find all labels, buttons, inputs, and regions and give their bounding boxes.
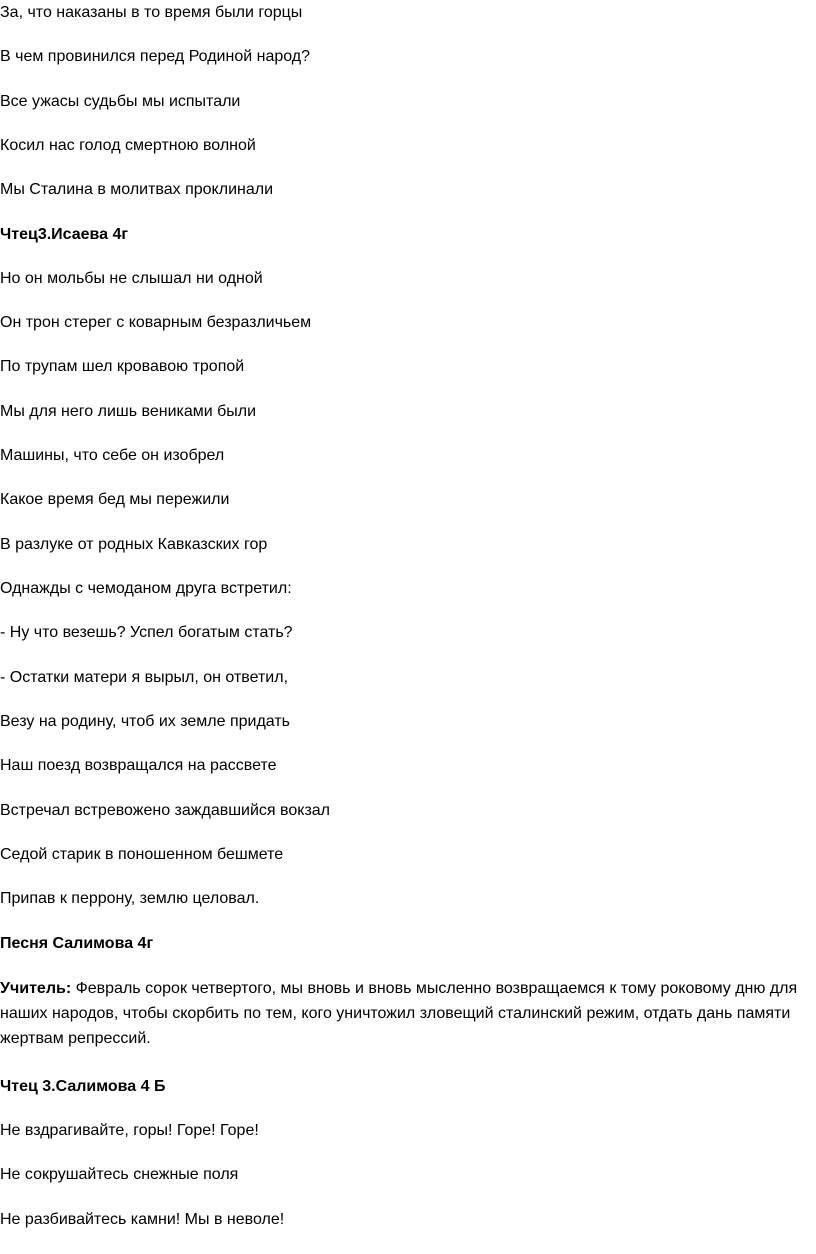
poem-line: Седой старик в поношенном бешмете <box>0 846 284 863</box>
speaker-heading: Чтец3.Исаева 4г <box>0 226 129 243</box>
song-heading: Песня Салимова 4г <box>0 935 154 952</box>
poem-line: По трупам шел кровавою тропой <box>0 358 245 375</box>
poem-line: Мы Сталина в молитвах проклинали <box>0 181 274 198</box>
poem-line: В разлуке от родных Кавказских гор <box>0 536 268 553</box>
poem-line: Машины, что себе он изобрел <box>0 447 225 464</box>
speaker-heading: Чтец 3.Салимова 4 Б <box>0 1078 166 1095</box>
poem-line: Какое время бед мы пережили <box>0 491 230 508</box>
poem-line: Припав к перрону, землю целовал. <box>0 890 260 907</box>
poem-line: В чем провинился перед Родиной народ? <box>0 48 311 65</box>
poem-line: Не вздрагивайте, горы! Горе! Горе! <box>0 1122 259 1139</box>
teacher-text: Февраль сорок четвертого, мы вновь и вновь мысленно возвращаемся к тому роковому дню для наших народов, чтобы скорбить по тем, кого уничтожил зловещий сталинский режим, отдать дань памяти жертвам репрессий. <box>0 980 798 1047</box>
poem-line: Он трон стерег с коварным безразличьем <box>0 314 312 331</box>
poem-line: Наш поезд возвращался на рассвете <box>0 757 277 774</box>
poem-line: Косил нас голод смертною волной <box>0 137 256 154</box>
poem-line: Не разбивайтесь камни! Мы в неволе! <box>0 1211 285 1228</box>
poem-line: Мы для него лишь вениками были <box>0 403 257 420</box>
poem-line: Но он мольбы не слышал ни одной <box>0 270 263 287</box>
poem-line: - Ну что везешь? Успел богатым стать? <box>0 624 293 641</box>
teacher-label: Учитель: <box>0 980 72 997</box>
teacher-paragraph <box>0 976 810 1051</box>
poem-line: Встречал встревожено заждавшийся вокзал <box>0 802 331 819</box>
poem-line: Однажды с чемоданом друга встретил: <box>0 580 292 597</box>
poem-line: За, что наказаны в то время были горцы <box>0 4 303 21</box>
poem-line: - Остатки матери я вырыл, он ответил, <box>0 669 289 686</box>
poem-line: Везу на родину, чтоб их земле придать <box>0 713 290 730</box>
poem-line: Не сокрушайтесь снежные поля <box>0 1166 239 1183</box>
poem-line: Все ужасы судьбы мы испытали <box>0 93 241 110</box>
